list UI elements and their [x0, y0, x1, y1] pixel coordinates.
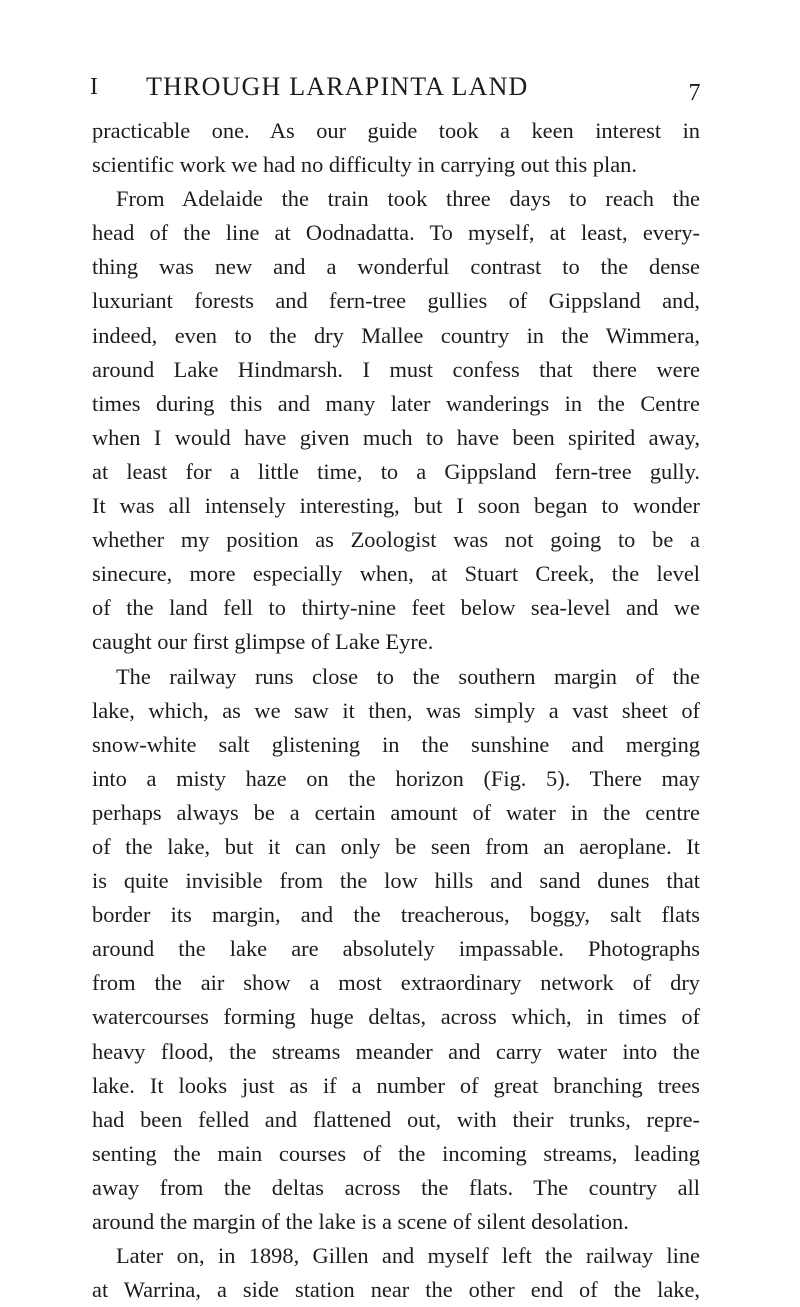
text-line: scientific work we had no difficulty in carrying out this plan.	[92, 152, 637, 178]
text-line: from the air show a most extraordinary network of dry	[92, 970, 700, 996]
text-line: had been felled and flattened out, with their trunks, repre-	[92, 1106, 700, 1132]
text-line: sinecure, more especially when, at Stuart Creek, the level	[92, 561, 700, 587]
running-title: THROUGH LARAPINTA LAND	[146, 72, 529, 101]
text-line: caught our first glimpse of Lake Eyre.	[92, 629, 434, 655]
text-line: The railway runs close to the southern margin of the	[116, 663, 700, 689]
text-line: indeed, even to the dry Mallee country in the Wimmera,	[92, 322, 700, 348]
text-line: From Adelaide the train took three days to reach the	[116, 186, 700, 212]
text-line: heavy flood, the streams meander and carry water into the	[92, 1038, 700, 1064]
text-line: of the land fell to thirty-nine feet below sea-level and we	[92, 595, 700, 621]
text-line: snow-white salt glistening in the sunshine and merging	[92, 731, 700, 757]
text-line: around the margin of the lake is a scene of silent desolation.	[92, 1209, 629, 1234]
running-head	[90, 72, 702, 112]
text-line: at Warrina, a side station near the other end of the lake,	[92, 1277, 700, 1303]
text-line: away from the deltas across the flats. The country all	[92, 1174, 700, 1200]
text-line: perhaps always be a certain amount of water in the centre	[92, 799, 700, 825]
body-text	[92, 114, 700, 1307]
text-line: head of the line at Oodnadatta. To myself, at least, every-	[92, 220, 700, 246]
text-line: Later on, in 1898, Gillen and myself left the railway line	[116, 1243, 700, 1269]
text-line: lake. It looks just as if a number of great branching trees	[92, 1072, 700, 1098]
text-line: around the lake are absolutely impassable. Photographs	[92, 936, 700, 962]
page-number: 7	[688, 80, 702, 106]
text-line: around Lake Hindmarsh. I must confess that there were	[92, 356, 700, 382]
text-line: border its margin, and the treacherous, boggy, salt flats	[92, 902, 700, 928]
text-line: when I would have given much to have been spirited away,	[92, 424, 700, 450]
text-line: It was all intensely interesting, but I soon began to wonder	[92, 493, 700, 519]
text-line: luxuriant forests and fern-tree gullies of Gippsland and,	[92, 288, 700, 314]
text-line: watercourses forming huge deltas, across which, in times of	[92, 1004, 700, 1030]
text-line: of the lake, but it can only be seen from an aeroplane. It	[92, 833, 700, 859]
text-line: lake, which, as we saw it then, was simply a vast sheet of	[92, 697, 700, 723]
text-line: practicable one. As our guide took a keen interest in	[92, 118, 700, 143]
text-line: at least for a little time, to a Gippsland fern-tree gully.	[92, 458, 700, 484]
text-line: thing was new and a wonderful contrast to the dense	[92, 254, 700, 280]
text-line: is quite invisible from the low hills and sand dunes that	[92, 868, 700, 894]
text-line: whether my position as Zoologist was not going to be a	[92, 527, 700, 553]
text-line: times during this and many later wanderings in the Centre	[92, 390, 700, 416]
text-line: senting the main courses of the incoming streams, leading	[92, 1140, 700, 1166]
text-line: into a misty haze on the horizon (Fig. 5). There may	[92, 765, 700, 791]
chapter-number: I	[90, 74, 100, 100]
